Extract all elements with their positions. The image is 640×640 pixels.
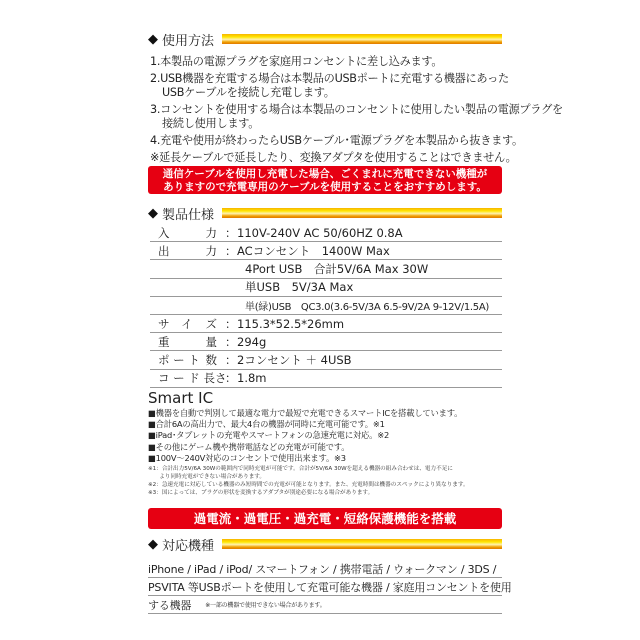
usage-title: 使用方法 [162,33,215,49]
smart-ic-bullets [148,408,462,464]
heading-bar [222,34,502,44]
footnotes [148,465,469,497]
compat-line: iPhone / iPad / iPod/ スマートフォン / 携帯電話 / ウォークマン / 3DS / [148,560,502,578]
spec-title: 製品仕様 [162,207,215,223]
bullet: ■合計6Aの高出力で、最大4台の機器が同時に充電可能です。※1 [148,419,385,430]
footnote: より同時充電ができない場合があります。 [148,474,266,480]
step-2: 2.USB機器を充電する場合は本製品のUSBポートに充電する機器にあった [150,72,509,85]
compat-note: ※一部の機器で使用できない場合があります。 [205,602,326,609]
compat-title: 対応機種 [162,538,215,554]
compat-line: PSVITA 等USBポートを使用して充電可能な機器 / 家庭用コンセントを使用 [148,578,502,596]
spec-row: 入 力 ： 110V-240V AC 50/60HZ 0.8A [150,224,502,242]
footnote: ※3：国によっては、プラグの形状を変換するアダプタが別途必要になる場合があります。 [148,490,374,496]
spec-row: コ ー ド 長 さ ： 1.8m [150,370,502,388]
warning-box [148,166,502,194]
compat-heading [148,535,502,553]
spec-heading [148,204,502,222]
heading-bar [222,539,502,549]
step-1: 1.本製品の電源プラグを家庭用コンセントに差し込みます。 [150,55,443,68]
spec-row: 重 量 ： 294g [150,333,502,351]
step-2-cont: USBケーブルを接続し充電します。 [162,86,335,99]
protection-banner: 過電流・過電圧・過充電・短絡保護機能を搭載 [148,508,502,529]
step-3: 3.コンセントを使用する場合は本製品のコンセントに使用したい製品の電源プラグを [150,103,563,116]
spec-row: 出 力 ： ACコンセント 1400W Max [150,242,502,260]
usage-steps [150,55,563,168]
spec-table [150,224,502,388]
diamond-icon: ◆ [148,31,158,47]
heading-bar [222,208,502,218]
bullet: ■100V〜240V対応のコンセントで使用出来ます。※3 [148,452,346,463]
bullet: ■iPad･タブレットの充電やスマートフォンの急速充電に対応。※2 [148,430,390,441]
compat-line: する機器 ※一部の機器で使用できない場合があります。 [148,596,502,614]
diamond-icon: ◆ [148,205,158,221]
warning-line: 通信ケーブルを使用し充電した場合、ごくまれに充電できない機種が [162,168,488,180]
footnote: ※1：合計出力5V/6A 30Wの範囲内で同時充電が可能です。合計が5V/6A 30Wを超える機器の組み合わせは、電力不足に [148,466,453,472]
step-3-cont: 接続し使用します。 [162,117,260,130]
smart-ic-title: Smart IC [148,389,214,407]
usage-note: ※延長ケーブルで延長したり、変換アダプタを使用することはできません。 [150,151,517,164]
spec-row: 単(緑)USB QC3.0(3.6-5V/3A 6.5-9V/2A 9-12V/1.5A) [150,297,502,315]
bullet: ■その他にゲーム機や携帯電話などの充電が可能です。 [148,441,350,452]
step-4: 4.充電や使用が終わったらUSBケーブル･電源プラグを本製品から抜きます。 [150,134,523,147]
warning-line: ありますので充電専用のケーブルを使用することをおすすめします。 [163,180,487,193]
spec-row: 4Port USB 合計5V/6A Max 30W [150,260,502,278]
footnote: ※2：急速充電に対応している機器のみ短時間での充電が可能となります。また、充電時間は機器のスペックにより異なります。 [148,482,469,488]
usage-heading [148,30,502,48]
spec-row: サ イ ズ ： 115.3*52.5*26mm [150,315,502,333]
spec-row: ポ ー ト 数 ： 2コンセント ＋ 4USB [150,351,502,369]
bullet: ■機器を自動で判別して最適な電力で最短で充電できるスマートICを搭載しています。 [148,408,463,418]
spec-row: 単USB 5V/3A Max [150,279,502,297]
diamond-icon: ◆ [148,536,158,552]
compat-list [148,560,512,614]
